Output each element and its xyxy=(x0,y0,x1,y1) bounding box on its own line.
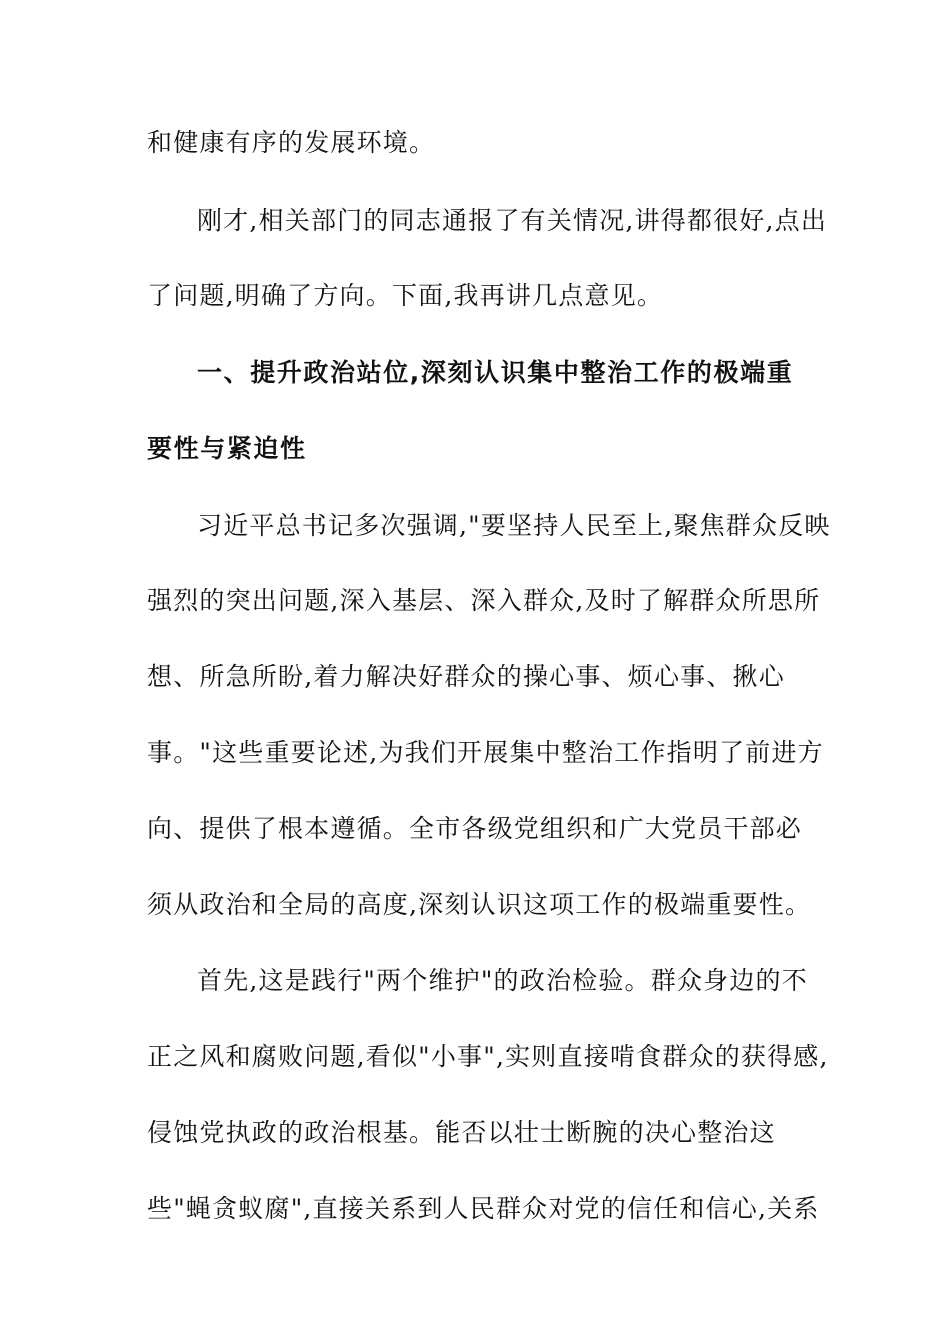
paragraph-line: 刚才,相关部门的同志通报了有关情况,讲得都很好,点出 xyxy=(197,206,828,235)
section-heading-line: 一、提升政治站位,深刻认识集中整治工作的极端重 xyxy=(197,358,794,387)
paragraph-line: 和健康有序的发展环境。 xyxy=(147,128,436,157)
paragraph-line: 向、提供了根本遵循。全市各级党组织和广大党员干部必 xyxy=(147,814,803,843)
paragraph-line: 侵蚀党执政的政治根基。能否以壮士断腕的决心整治这 xyxy=(147,1118,776,1147)
section-heading-line: 要性与紧迫性 xyxy=(147,434,307,463)
paragraph-line: 强烈的突出问题,深入基层、深入群众,及时了解群众所思所 xyxy=(147,586,821,615)
paragraph-line: 须从政治和全局的高度,深刻认识这项工作的极端重要性。 xyxy=(147,890,812,919)
paragraph-line: 事。"这些重要论述,为我们开展集中整治工作指明了前进方 xyxy=(147,738,824,767)
paragraph-line: 首先,这是践行"两个维护"的政治检验。群众身边的不 xyxy=(197,966,808,995)
paragraph-line: 些"蝇贪蚁腐",直接关系到人民群众对党的信任和信心,关系 xyxy=(147,1194,820,1223)
paragraph-line: 正之风和腐败问题,看似"小事",实则直接啃食群众的获得感, xyxy=(147,1042,829,1071)
paragraph-line: 习近平总书记多次强调,"要坚持人民至上,聚焦群众反映 xyxy=(197,511,831,540)
paragraph-line: 了问题,明确了方向。下面,我再讲几点意见。 xyxy=(147,281,664,310)
paragraph-line: 想、所急所盼,着力解决好群众的操心事、烦心事、揪心 xyxy=(147,662,785,691)
